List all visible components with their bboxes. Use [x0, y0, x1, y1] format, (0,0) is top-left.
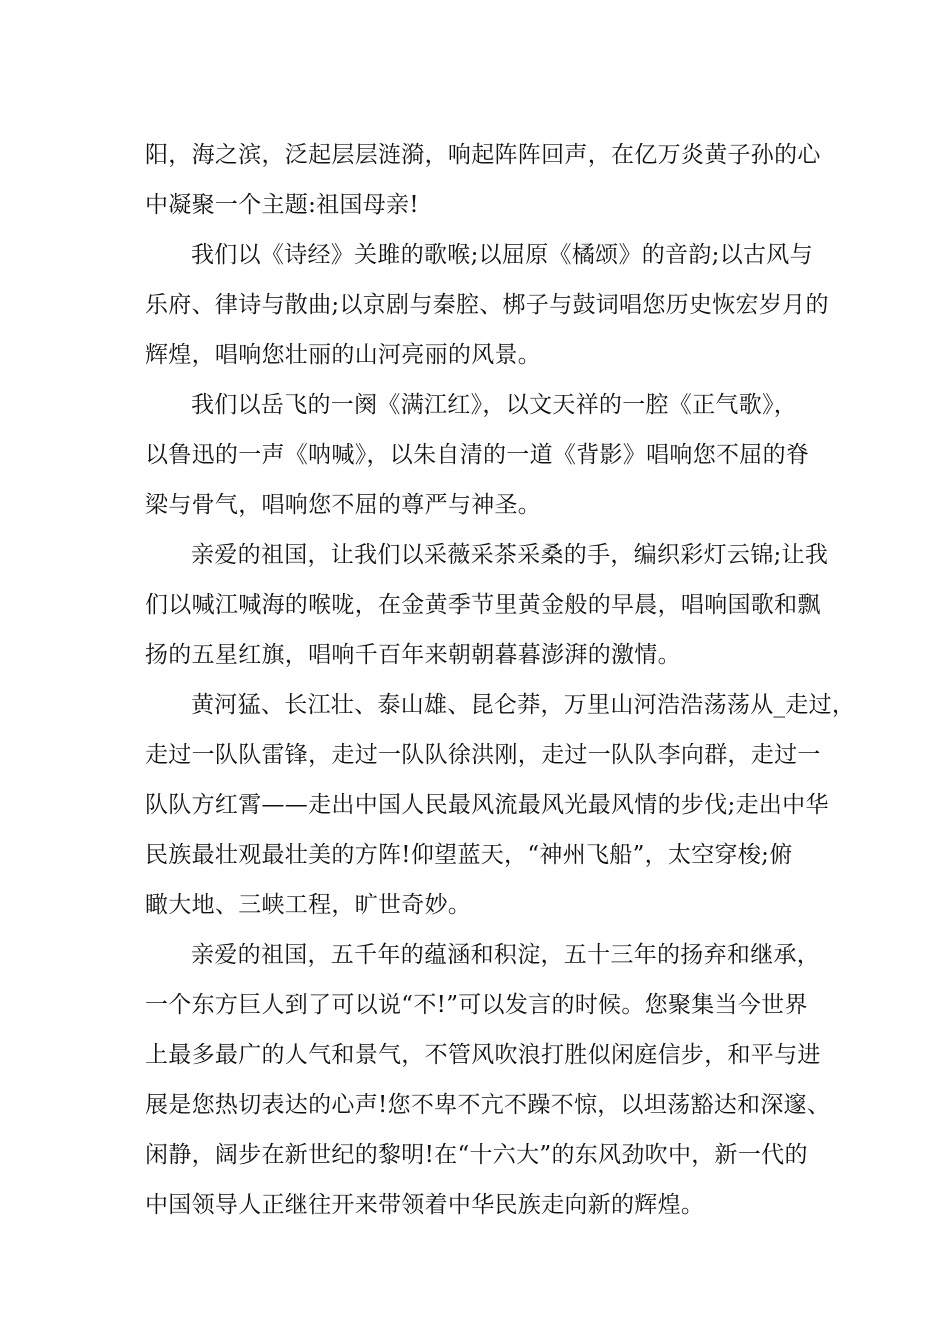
paragraph-start-line: 亲爱的祖国，让我们以采薇采茶采桑的手，编织彩灯云锦;让我	[191, 542, 829, 568]
text-line: 乐府、律诗与散曲;以京剧与秦腔、梆子与鼓词唱您历史恢宏岁月的	[145, 292, 829, 318]
paragraph-start-line: 我们以《诗经》关雎的歌喉;以屈原《橘颂》的音韵;以古风与	[191, 242, 813, 268]
text-line: 走过一队队雷锋，走过一队队徐洪刚，走过一队队李向群，走过一	[145, 742, 821, 768]
paragraph-start-line: 亲爱的祖国，五千年的蕴涵和积淀，五十三年的扬弃和继承，	[191, 942, 821, 968]
text-line: 一个东方巨人到了可以说“不!”可以发言的时候。您聚集当今世界	[145, 992, 808, 1018]
text-line: 扬的五星红旗，唱响千百年来朝朝暮暮澎湃的激情。	[145, 642, 681, 668]
text-line: 阳，海之滨，泛起层层涟漪，响起阵阵回声，在亿万炎黄子孙的心	[145, 142, 821, 168]
text-line: 中凝聚一个主题:祖国母亲!	[145, 192, 419, 218]
body-text	[145, 130, 856, 1230]
text-line: 瞰大地、三峡工程，旷世奇妙。	[145, 892, 472, 918]
text-line: 们以喊江喊海的喉咙，在金黄季节里黄金般的早晨，唱响国歌和飘	[145, 592, 821, 618]
text-line: 梁与骨气，唱响您不屈的尊严与神圣。	[145, 492, 542, 518]
paragraph-start-line: 黄河猛、长江壮、泰山雄、昆仑莽，万里山河浩浩荡荡从_走过，	[191, 692, 856, 718]
text-line: 队队方红霄——走出中国人民最风流最风光最风情的步伐;走出中华	[145, 792, 829, 818]
text-line: 民族最壮观最壮美的方阵!仰望蓝天，“神州飞船”，太空穿梭;俯	[145, 842, 793, 868]
text-line: 以鲁迅的一声《呐喊》，以朱自清的一道《背影》唱响您不屈的脊	[145, 442, 810, 468]
text-line: 展是您热切表达的心声!您不卑不亢不躁不惊，以坦荡豁达和深邃、	[145, 1092, 831, 1118]
text-line: 上最多最广的人气和景气，不管风吹浪打胜似闲庭信步，和平与进	[145, 1042, 821, 1068]
paragraph-start-line: 我们以岳飞的一阕《满江红》，以文天祥的一腔《正气歌》，	[191, 392, 798, 418]
text-line: 辉煌，唱响您壮丽的山河亮丽的风景。	[145, 342, 542, 368]
text-line: 中国领导人正继往开来带领着中华民族走向新的辉煌。	[145, 1192, 705, 1218]
text-line: 闲静，阔步在新世纪的黎明!在“十六大”的东风劲吹中，新一代的	[145, 1142, 808, 1168]
